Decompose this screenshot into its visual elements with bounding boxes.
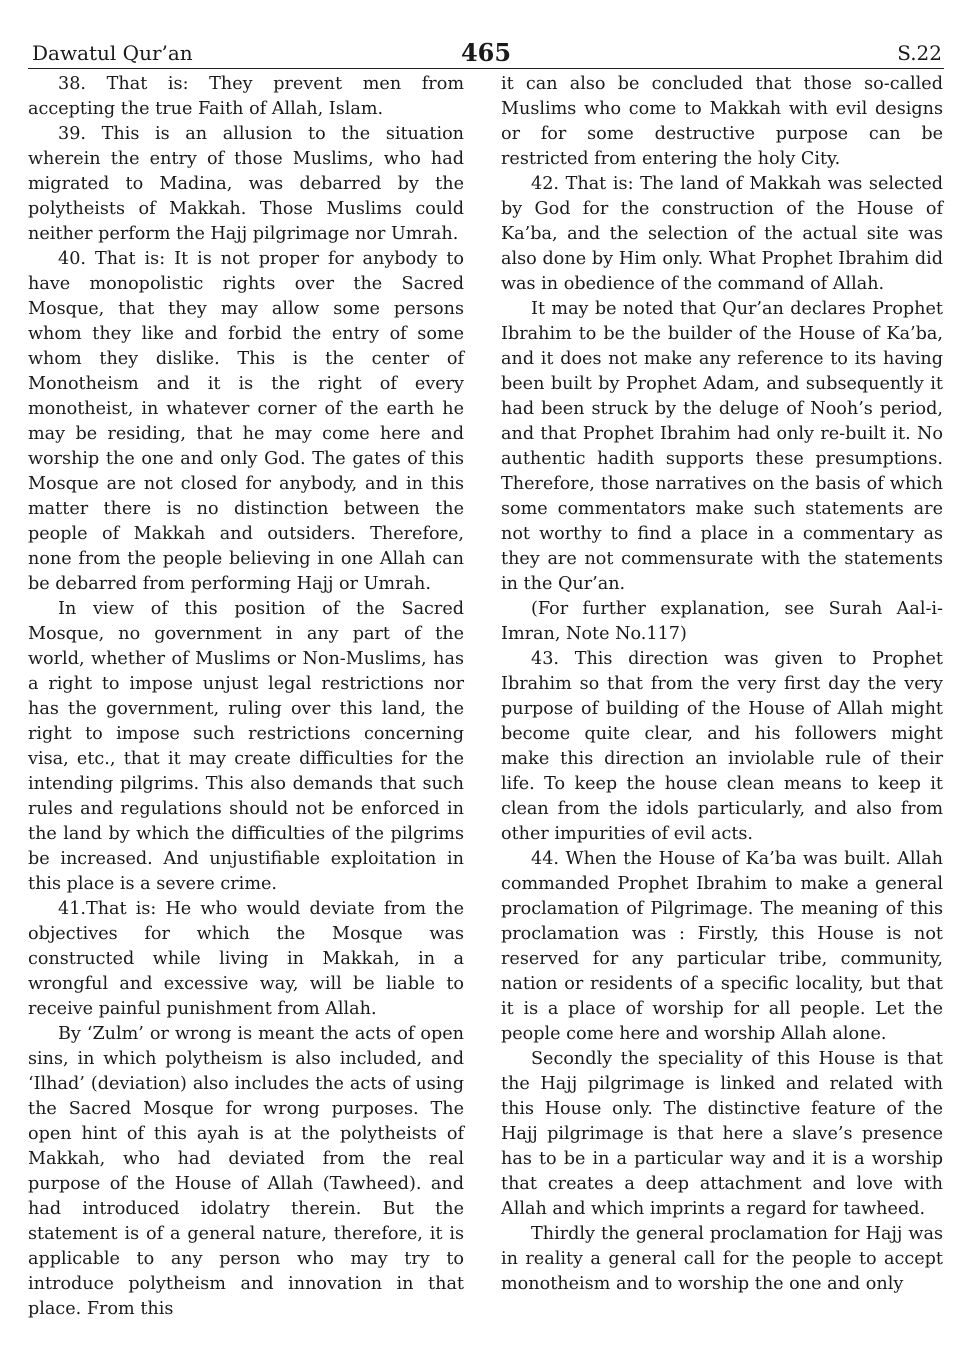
paragraph: In view of this position of the Sacred Mosque, no government in any part of the world, whether of Muslims or Non-Muslims, has a right to impose unjust legal restrictions nor has the government, ruling over this land, the right to impose such restrictions concerning visa, etc., that it may create difficulties for the intending pilgrims. This also demands that such rules and regulations should not be enforced in the land by which the difficulties of the pilgrims be increased. And unjustifiable exploitation in this place is a severe crime. <box>28 599 464 894</box>
paragraph-continued: it can also be concluded that those so-called Muslims who come to Makkah with evil designs or for some destructive purpose can be restricted from entering the holy City. <box>501 74 943 169</box>
paragraph: Secondly the speciality of this House is that the Hajj pilgrimage is linked and related with this House only. The distinctive feature of the Hajj pilgrimage is that here a slave’s presence has to be in a particular way and it is a worship that creates a deep attachment and love with Allah and which imprints a regard for tawheed. <box>501 1049 943 1219</box>
right-column <box>501 72 943 1297</box>
note-38: 38. That is: They prevent men from accepting the true Faith of Allah, Islam. <box>28 74 464 119</box>
note-43: 43. This direction was given to Prophet Ibrahim so that from the very first day the very purpose of building of the House of Allah might become quite clear, and his followers might make this direction an inviolable rule of their life. To keep the house clean means to keep it clean from the idols particularly, and also from other impurities of evil acts. <box>501 649 943 844</box>
page-header <box>28 38 944 69</box>
note-44: 44. When the House of Ka’ba was built. Allah commanded Prophet Ibrahim to make a general proclamation of Pilgrimage. The meaning of this proclamation was : Firstly, this House is not reserved for any particular tribe, community, nation or residents of a specific locality, but that it is a place of worship for all people. Let the people come here and worship Allah alone. <box>501 849 943 1044</box>
note-42: 42. That is: The land of Makkah was selected by God for the construction of the House of Ka’ba, and the selection of the actual site was also done by Him only. What Prophet Ibrahim did was in obedience of the command of Allah. <box>501 174 943 294</box>
note-39: 39. This is an allusion to the situation wherein the entry of those Muslims, who had migrated to Madina, was debarred by the polytheists of Makkah. Those Muslims could neither perform the Hajj pilgrimage nor Umrah. <box>28 124 464 244</box>
page-number: 465 <box>460 38 512 67</box>
note-40: 40. That is: It is not proper for anybody to have monopolistic rights over the Sacred Mosque, that they may allow some persons whom they like and forbid the entry of some whom they dislike. This is the center of Monotheism and it is the right of every monotheist, in whatever corner of the earth he may be residing, that he may come here and worship the one and only God. The gates of this Mosque are not closed for anybody, and in this matter there is no distinction between the people of Makkah and outsiders. Therefore, none from the people believing in one Allah can be debarred from performing Hajj or Umrah. <box>28 249 464 594</box>
paragraph: Thirdly the general proclamation for Hajj was in reality a general call for the people to accept monotheism and to worship the one and only <box>501 1224 943 1294</box>
paragraph: By ‘Zulm’ or wrong is meant the acts of open sins, in which polytheism is also included, and ‘Ilhad’ (deviation) also includes the acts of using the Sacred Mosque for wrong purposes. The open hint of this ayah is at the polytheists of Makkah, who had deviated from the real purpose of the House of Allah (Tawheed). and had introduced idolatry therein. But the statement is of a general nature, therefore, it is applicable to any person who may try to introduce polytheism and innovation in that place. From this <box>28 1024 464 1319</box>
book-title: Dawatul Qur’an <box>32 41 193 65</box>
left-column <box>28 72 464 1322</box>
surah-label: S.22 <box>897 41 942 65</box>
note-41: 41.That is: He who would deviate from the objectives for which the Mosque was constructed while living in Makkah, in a wrongful and excessive way, will be liable to receive painful punishment from Allah. <box>28 899 464 1019</box>
paragraph: It may be noted that Qur’an declares Prophet Ibrahim to be the builder of the House of Ka’ba, and it does not make any reference to its having been built by Prophet Adam, and subsequently it had been struck by the deluge of Nooh’s period, and that Prophet Ibrahim had only re-built it. No authentic hadith supports these presumptions. Therefore, those narratives on the basis of which some commentators make such statements are not worthy to find a place in a commentary as they are not commensurate with the statements in the Qur’an. <box>501 299 943 594</box>
cross-reference: (For further explanation, see Surah Aal-i-Imran, Note No.117) <box>501 599 943 644</box>
